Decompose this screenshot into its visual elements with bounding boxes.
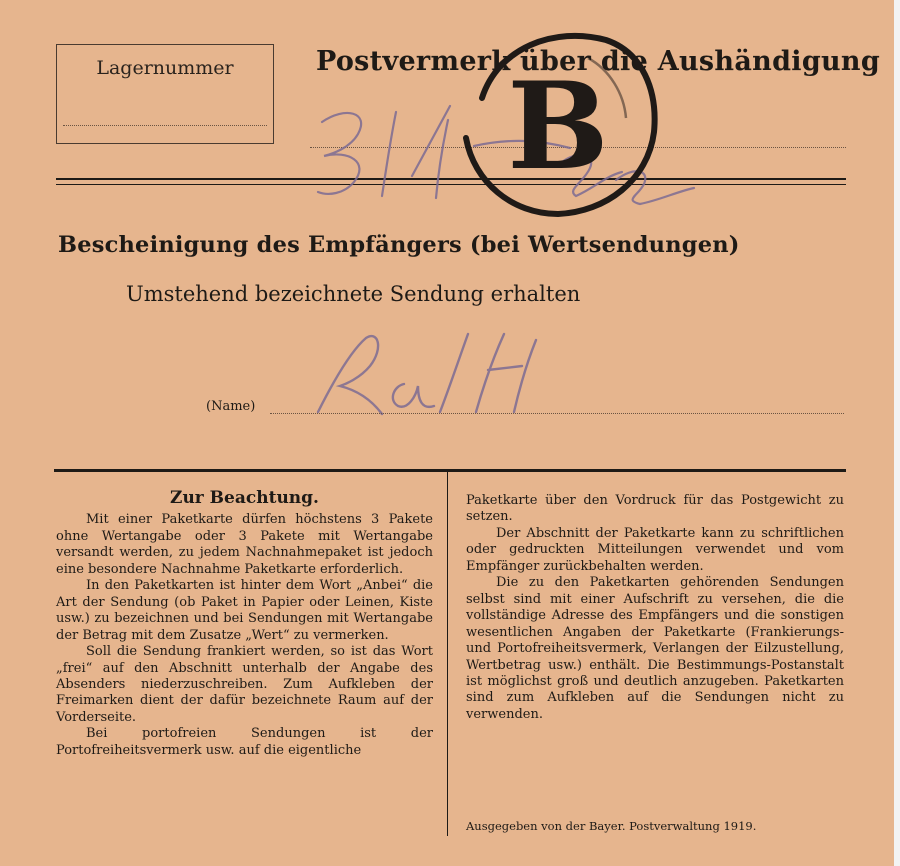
delivery-note-title: Postvermerk über die Aushändigung bbox=[316, 46, 881, 77]
notice-right-column bbox=[466, 493, 844, 723]
notice-left-column bbox=[56, 490, 433, 759]
name-label: (Name) bbox=[206, 399, 256, 414]
column-divider bbox=[447, 472, 448, 836]
stock-number-box bbox=[56, 44, 274, 144]
publisher-imprint: Ausgegeben von der Bayer. Postverwaltung 1919. bbox=[466, 819, 757, 833]
certificate-title: Bescheinigung des Empfängers (bei Wertsendungen) bbox=[58, 232, 740, 258]
stamp-letter: B bbox=[507, 56, 609, 197]
notice-paragraph: Soll die Sendung frankiert werden, so ist das Wort „frei“ auf den Abschnitt unterhalb der Angabe des Absenders niederzuschreiben. Zum Aufkleben der Freimarken dient der dafür bezeichnete Raum auf der Vorderseite. bbox=[56, 644, 433, 725]
stock-number-line bbox=[63, 125, 267, 126]
name-line bbox=[270, 413, 844, 414]
notice-paragraph: Bei portofreien Sendungen ist der Portofreiheitsvermerk usw. auf die eigentliche bbox=[56, 726, 433, 758]
stock-number-label: Lagernummer bbox=[96, 57, 234, 79]
divider-top-b bbox=[56, 184, 846, 185]
divider-notice bbox=[54, 469, 846, 472]
recipient-signature bbox=[300, 326, 560, 426]
notice-paragraph: Der Abschnitt der Paketkarte kann zu schriftlichen oder gedruckten Mitteilungen verwendet und vom Empfänger zurückbehalten werden. bbox=[466, 525, 844, 574]
divider-top-a bbox=[56, 178, 846, 180]
notice-paragraph: Paketkarte über den Vordruck für das Postgewicht zu setzen. bbox=[466, 493, 844, 525]
notice-paragraph: Mit einer Paketkarte dürfen höchstens 3 Pakete ohne Wertangabe oder 3 Pakete mit Wertangabe versandt werden, zu jedem Nachnahmepaket ist jedoch eine besondere Nachnahme Paketkarte erforderlich. bbox=[56, 512, 433, 577]
certificate-subtitle: Umstehend bezeichnete Sendung erhalten bbox=[126, 282, 581, 306]
notice-paragraph: In den Paketkarten ist hinter dem Wort „Anbei“ die Art der Sendung (ob Paket in Papier oder Leinen, Kiste usw.) zu bezeichnen und bei Sendungen mit Wertangabe der Betrag mit dem Zusatze „Wert“ zu vermerken. bbox=[56, 578, 433, 643]
notice-heading: Zur Beachtung. bbox=[170, 488, 319, 508]
postmark-stamp bbox=[458, 20, 658, 220]
notice-paragraph: Die zu den Paketkarten gehörenden Sendungen selbst sind mit einer Aufschrift zu versehen, die die vollständige Adresse des Empfängers und die sonstigen wesentlichen Angaben der Paketkarte (Frankierungs- und Portofreiheitsvermerk, Verlangen der Eilzustellung, Wertbetrag usw.) enthält. Die Bestimmungs-Postanstalt ist möglichst groß und deutlich anzugeben. Paketkarten sind zum Aufkleben auf die Sendungen nicht zu verwenden. bbox=[466, 575, 844, 722]
